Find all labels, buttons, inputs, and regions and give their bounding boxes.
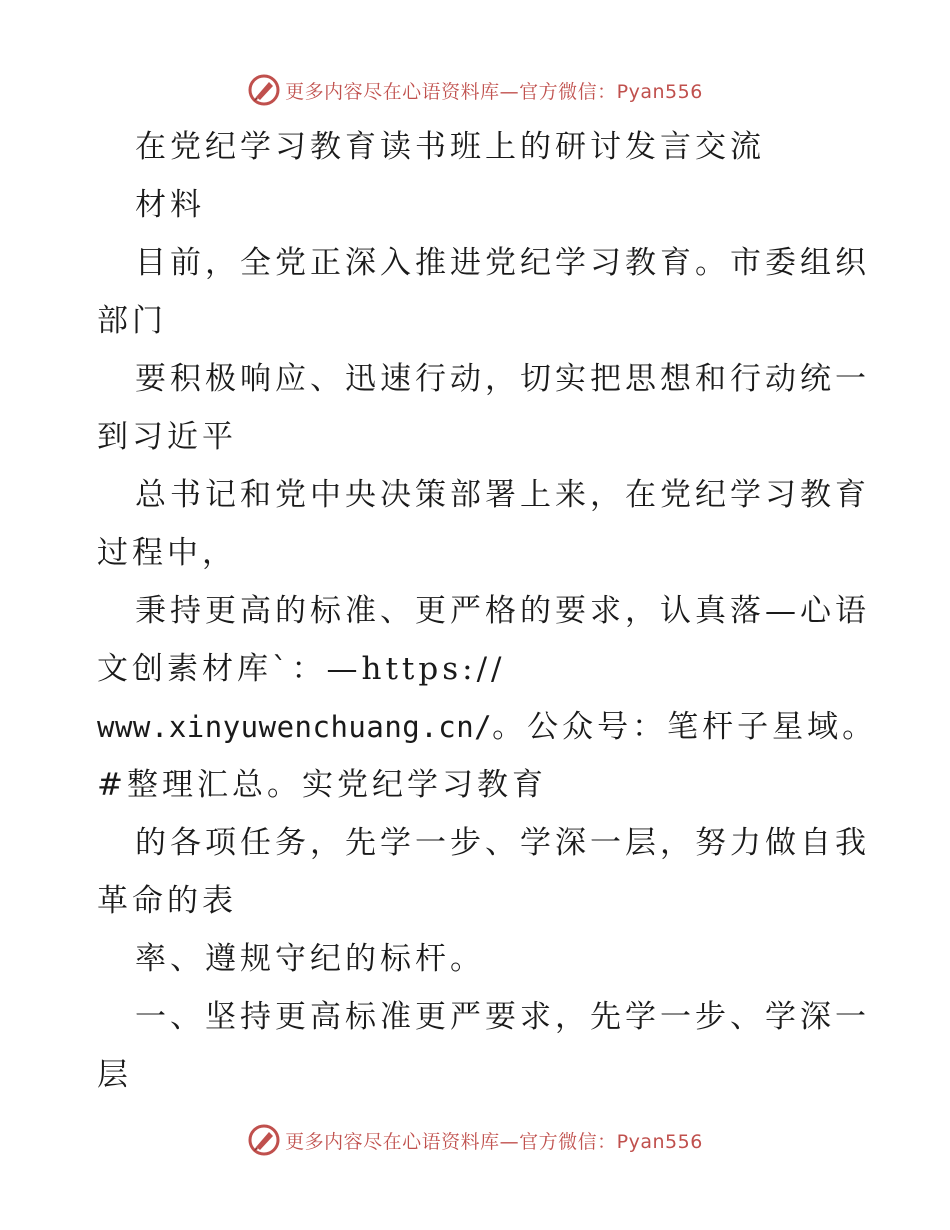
paragraph-line: 率、遵规守纪的标杆。: [135, 941, 485, 977]
paragraph-line: 革命的表: [97, 883, 237, 919]
paragraph-line: 到习近平: [97, 419, 237, 455]
url-line: [97, 698, 878, 756]
paragraph-line: 的各项任务，先学一步、学深一层，努力做自我: [135, 825, 870, 861]
wechat-account-text: 。公众号：笔杆子星域。: [492, 709, 878, 745]
title-line-1: 在党纪学习教育读书班上的研讨发言交流: [135, 129, 765, 165]
paragraph-line: 要积极响应、迅速行动，切实把思想和行动统一: [135, 361, 870, 397]
footer-banner: [0, 1120, 950, 1160]
document-body: [97, 118, 878, 1104]
paragraph-line: 过程中，: [97, 535, 237, 571]
paragraph-line: 文创素材库`：—https://: [97, 651, 506, 687]
section-heading-cont: 层: [97, 1057, 132, 1093]
paragraph-line: 总书记和党中央决策部署上来，在党纪学习教育: [135, 477, 870, 513]
url-text: www.xinyuwenchuang.cn/: [97, 710, 493, 744]
banner-text: 更多内容尽在心语资料库—官方微信：Pyan556: [285, 80, 703, 103]
paragraph-line: 目前，全党正深入推进党纪学习教育。市委组织: [135, 245, 870, 281]
section-heading: 一、坚持更高标准更严要求，先学一步、学深一: [135, 999, 870, 1035]
banner-text: 更多内容尽在心语资料库—官方微信：Pyan556: [285, 1130, 703, 1153]
pen-logo-icon: [247, 1123, 281, 1157]
paragraph-line: 秉持更高的标准、更严格的要求，认真落—心语: [135, 593, 870, 629]
pen-logo-icon: [247, 73, 281, 107]
paragraph-line: #整理汇总。实党纪学习教育: [97, 767, 547, 803]
header-banner: [0, 70, 950, 110]
title-line-2: 材料: [135, 187, 205, 223]
paragraph-line: 部门: [97, 303, 167, 339]
